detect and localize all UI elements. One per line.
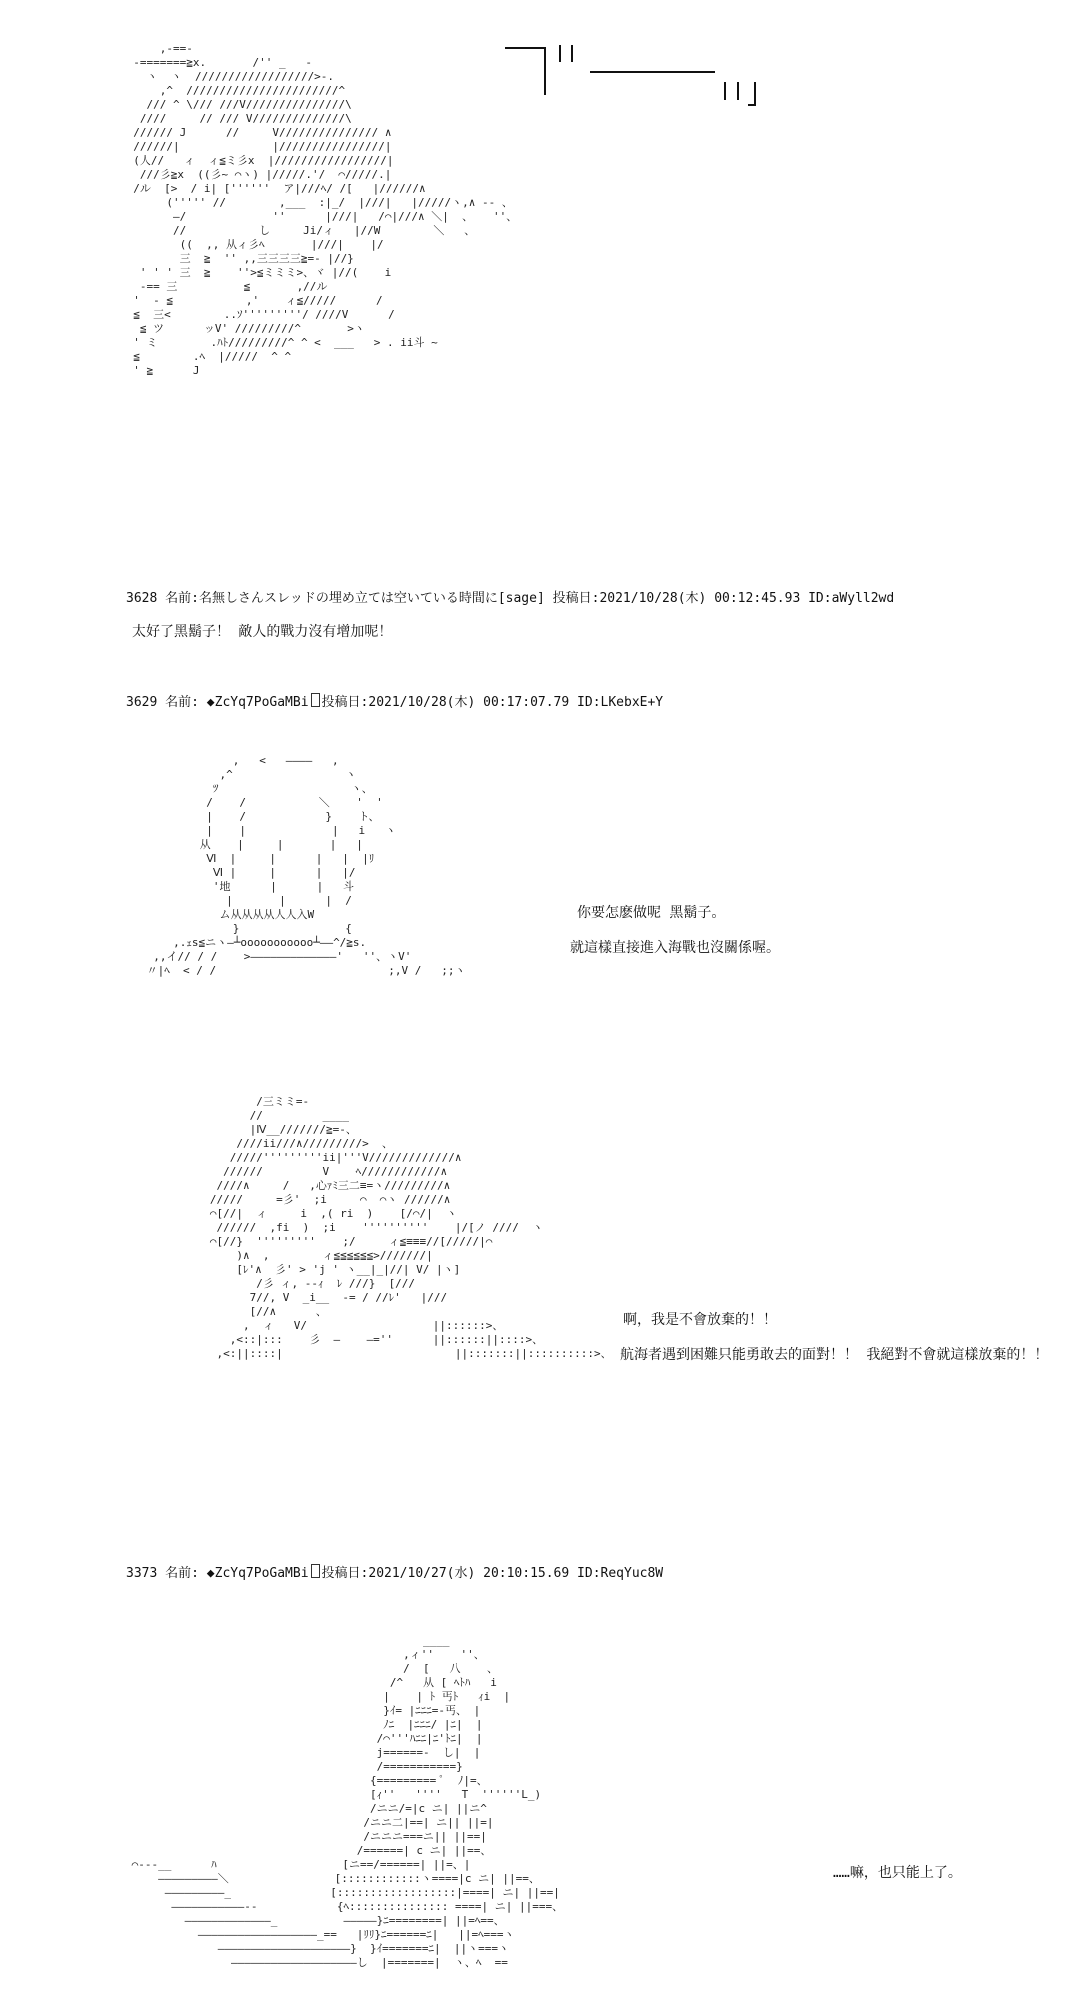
dialogue-line: ……嘛，也只能上了。 <box>833 1865 962 1881</box>
tofu-box-icon <box>311 693 320 707</box>
post-header-prefix: 3629 名前: ◆ZcYq7PoGaMBi <box>126 695 309 710</box>
ascii-art-figure-2: , < ―――― , ,^ ヽ ﾂ ヽ、 / / ＼ ' ' | / } ト、 | | | i ヽ 从 | | | | Ⅵ | | | | |ﾘ Ⅵ | | | |/ '地 | | 斗 | | | / ム从从从从人人入W } { ,.ｪs≦ニヽ―┴ooooooooooo┴――^/≧s. ,,イ// / / >―――――――――――――' ''、ヽV' 〃|ﾍ < / / ;,V / ;;ヽ <box>146 754 466 977</box>
dialogue-line: 航海者遇到困難只能勇敢去的面對！！ 我絕對不會就這樣放棄的！！ <box>620 1347 1049 1363</box>
ascii-art-figure-3: /三ミミ=- // ____ |Ⅳ__///////≧=-、 ////ii///∧/////////> 、 /////'''''''''ii|'''V/////////////∧ ////// V ﾍ////////////∧ ////∧ / ,心ｧﾐ三二≡=ヽ/////////∧ ///// =彡' ;i ⌒ ⌒ヽ //////∧ ⌒[//| ィ i ,( ri ) [/⌒/| ヽ ////// ,fi ) ;i '''''''''' |/[ノ //// ヽ ⌒[//} ''''''''' ;/ ィ≦≡≡≡//[/////|⌒ )∧ , ィ≦≦≦≦≦≦>///////| [ﾚ'∧ 彡' > 'j ' ヽ__|_|//| V/ |ヽ] /彡 ィ, --ｨ ﾚ ///} [/// 7//, V _i__ -= / //ﾚ' |/// [//∧ 、 , ィ V/ ||::::::>、 ,<::|::: 彡 ― ―='' ||::::::||::::>、 ,<:||::::| ||:::::::||::::::::::>、 <box>209 1095 612 1360</box>
post-header <box>126 693 663 711</box>
post-header <box>126 1564 663 1582</box>
ascii-art-figure-4: ____ ,ィ'' ''、 / [ 八 、 /^ 从 [ ﾍﾄﾊ i | | ﾄ 丐ﾄ ｨi | }ｲ= |ﾆﾆﾆ=-丐、 | ﾉﾆ |ﾆﾆﾆ/ |ﾆ| | /⌒'''ﾊﾆﾆ|ﾆ'ﾄﾆ| | j======- し| | /===========} {========= ﾟ ﾉ|=、 [ｨ'' '''' T ''''''L_) /ニニ/=|c ニ| ||ニ^ /ニニ二|==| ニ|| ||=| /ニニニ===ニ|| ||==| /======| c ニ| ||==、 ⌒‐‐‐__ ﾊ [ニ==/======| ||=、| ―――――――――＼ [::::::::::::ヽ====|c ニ| ||==、 ―――――――――_ [::::::::::::::::::|====| ニ| ||==| ―――――――――――-- {ﾍ::::::::::::::: ====| ニ| ||===、 ―――――――――――――_ ―――――}ﾆ========| ||=ﾍ==、 ――――――――――――――――――_== |ﾘﾘ}ﾆ======ﾆ| ||=ﾍ===ヽ ――――――――――――――――――――} }ｲ=======ﾆ| ||ヽ===ヽ ―――――――――――――――――――し |=======| ヽ、ﾍ == <box>131 1634 564 1969</box>
dialogue-line: 就這樣直接進入海戰也沒關係喔。 <box>570 940 780 956</box>
post-body: 太好了黑鬍子！ 敵人的戰力沒有增加呢！ <box>132 624 393 640</box>
post-header-suffix: 投稿日:2021/10/27(水) 20:10:15.69 ID:ReqYuc8W <box>321 1566 664 1581</box>
post-header-suffix: 投稿日:2021/10/28(木) 00:17:07.79 ID:LKebxE+Y <box>321 695 664 710</box>
dialogue-line: 啊，我是不會放棄的！！ <box>623 1312 777 1328</box>
ascii-art-figure-1: ,-==- -=======≧x. /'' _ - ヽ ヽ //////////////////>-. ,^ ///////////////////////^ /// ^ \/// ///V///////////////\ //// // /// V//////////////\ ////// J // V/////////////// ∧ //////| |////////////////| (人// ィ ィ≦ミ彡x |/////////////////| ///彡≧x ((彡~ ⌒ヽ) |/////.'/ ⌒/////.| /ル [> / i| ['''''' ア|///ﾍ/ /[ |//////∧ (''''' // ,___ :|_/ |///| |/////ヽ,∧ -- 、 ―/ '' |///| /⌒|///∧ ＼| 、 ''、 // し Ji/ィ |//W ＼ 、 (( ,, 从ィ彡ﾍ |///| |/ 三 ≧ '' ,,三三三三≧=- |//} ' ' ' 三 ≧ ''>≦ミミミ>、ヾ |//( i -== 三 ≦ ,//ル ' - ≦ ,' ィ≦///// / ≦ 三< ..ｿ'''''''''/ ////V / ≦ ツ ッV' /////////^ >ヽ ' ミ .ﾊﾄ/////////^ ^ < ___ > . ii斗 ~ ≦ .ﾍ |///// ^ ^ ' ≧ J 3628 名前:名無しさんスレッドの埋め立ては空いている時間に[sage] 投稿日:2021/10/28(木) 00:12:45.93 ID:aWyll2wd 太好了黑鬍子！ 敵人的戰力沒有增加呢！ 3629 名前: ◆ZcYq7PoGaMBi 投稿日:2021/10/28(木) 00:17:07.79 ID:LKebxE+Y , < ―――― , ,^ ヽ ﾂ ヽ、 / / ＼ ' ' | / } ト、 | | | i ヽ 从 | | | | Ⅵ | | | | |ﾘ Ⅵ | | | |/ '地 | | 斗 | | | / ム从从从从人人入W } { ,.ｪs≦ニヽ―┴ooooooooooo┴――^/≧s. ,,イ// / / >―――――――――――――' ''、ヽV' 〃|ﾍ < / / ;,V / ;;ヽ 你要怎麽做呢 黑鬍子。 就這樣直接進入海戰也沒關係喔。 /三ミミ=- // ____ |Ⅳ__///////≧=-、 ////ii///∧/////////> 、 /////'''''''''ii|'''V/////////////∧ ////// V ﾍ////////////∧ ////∧ / ,心ｧﾐ三二≡=ヽ/////////∧ ///// =彡' ;i ⌒ ⌒ヽ //////∧ ⌒[//| ィ i ,( ri ) [/⌒/| ヽ ////// ,fi ) ;i '''''''''' |/[ノ //// ヽ ⌒[//} ''''''''' ;/ ィ≦≡≡≡//[/////|⌒ )∧ , ィ≦≦≦≦≦≦>///////| [ﾚ'∧ 彡' > 'j ' ヽ__|_|//| V/ |ヽ] /彡 ィ, --ｨ ﾚ ///} [/// 7//, V _i__ -= / //ﾚ' |/// [//∧ 、 , ィ V/ ||::::::>、 ,<::|::: 彡 ― ―='' ||::::::||::::>、 ,<:||::::| ||:::::::||::::::::::>、 啊，我是不會放棄的！！ 航海者遇到困難只能勇敢去的面對！！ 我絕對不會就這樣放棄的！！ 3373 名前: ◆ZcYq7PoGaMBi 投稿日:2021/10/27(水) 20:10:15.69 ID:ReqYuc8W ____ ,ィ'' ''、 / [ 八 、 /^ 从 [ ﾍﾄﾊ i | | ﾄ 丐ﾄ ｨi | }ｲ= |ﾆﾆﾆ=-丐、 | ﾉﾆ |ﾆﾆﾆ/ |ﾆ| | /⌒'''ﾊﾆﾆ|ﾆ'ﾄﾆ| | j======- し| | /===========} {========= ﾟ ﾉ|=、 [ｨ'' '''' T ''''''L_) /ニニ/=|c ニ| ||ニ^ /ニニ二|==| ニ|| ||=| /ニニニ===ニ|| ||==| /======| c ニ| ||==、 ⌒‐‐‐__ ﾊ [ニ==/======| ||=、| ―――――――――＼ [::::::::::::ヽ====|c ニ| ||==、 ―――――――――_ [::::::::::::::::::|====| ニ| ||==| ―――――――――――-- {ﾍ::::::::::::::: ====| ニ| ||===、 ―――――――――――――_ ―――――}ﾆ========| ||=ﾍ==、 ――――――――――――――――――_== |ﾘﾘ}ﾆ======ﾆ| ||=ﾍ===ヽ ――――――――――――――――――――} }ｲ=======ﾆ| ||ヽ===ヽ ―――――――――――――――――――し |=======| ヽ、ﾍ == ……嘛，也只能上了。 <box>126 42 1049 1969</box>
post-header-prefix: 3373 名前: ◆ZcYq7PoGaMBi <box>126 1566 309 1581</box>
tofu-box-icon <box>311 1564 320 1578</box>
dialogue-line: 你要怎麽做呢 黑鬍子。 <box>577 905 726 921</box>
post-header: 3628 名前:名無しさんスレッドの埋め立ては空いている時間に[sage] 投稿日:2021/10/28(木) 00:12:45.93 ID:aWyll2wd <box>126 591 895 606</box>
